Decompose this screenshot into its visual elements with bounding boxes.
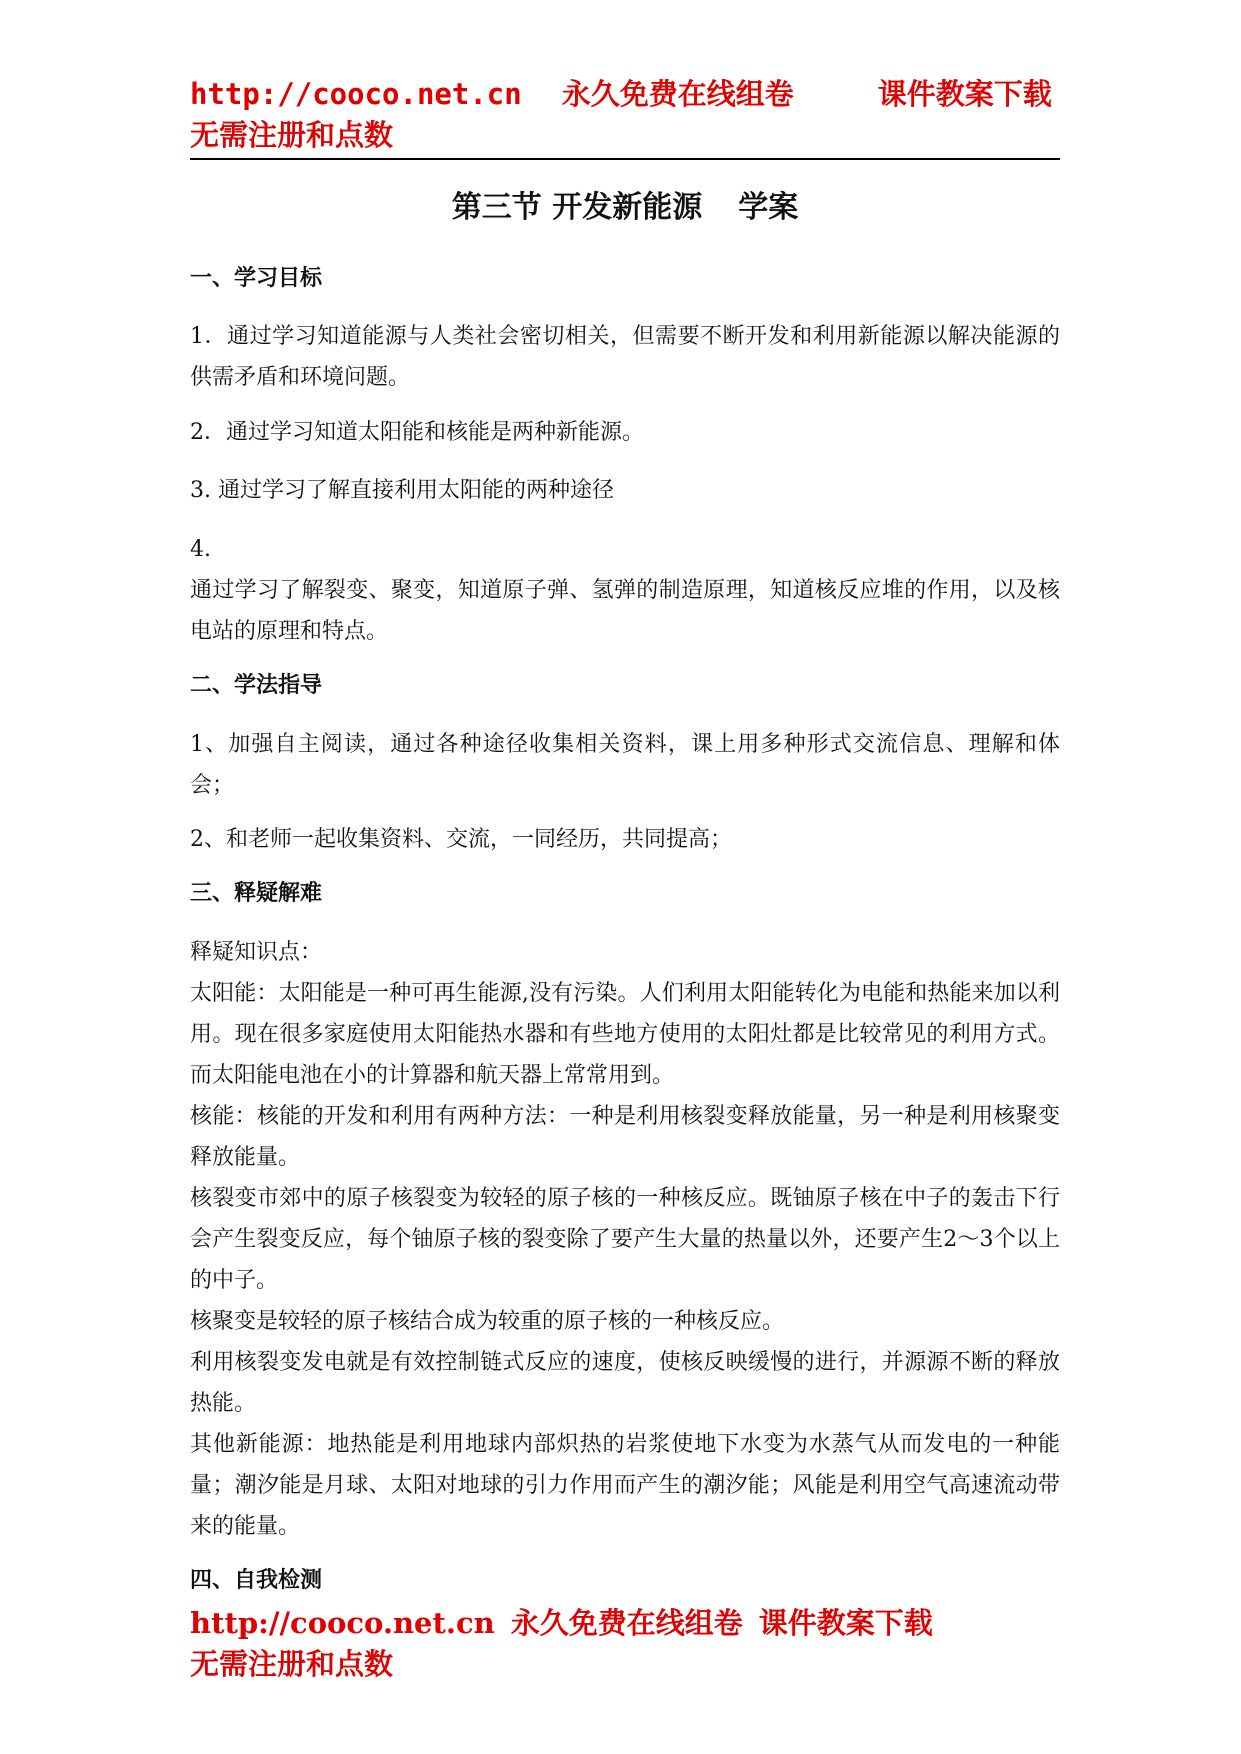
page-title-suffix: 学案 bbox=[738, 190, 799, 225]
footer-line-1 bbox=[190, 1603, 933, 1643]
footer-line-2 bbox=[190, 1644, 393, 1684]
explain-fission-power: 利用核裂变发电就是有效控制链式反应的速度，使核反映缓慢的进行，并源源不断的释放热能。 bbox=[190, 1350, 1060, 1416]
header-divider bbox=[190, 158, 1060, 160]
explain-fission: 核裂变市郊中的原子核裂变为较轻的原子核的一种核反应。既铀原子核在中子的轰击下行会产生裂变反应，每个铀原子核的裂变除了要产生大量的热量以外，还要产生2～3个以上的中子。 bbox=[190, 1186, 1060, 1293]
header-slogan-2: 课件教案下载 bbox=[877, 77, 1052, 111]
header-url-link[interactable]: http://cooco.net.cn bbox=[190, 77, 522, 111]
footer-slogan-1: 永久免费在线组卷 bbox=[510, 1606, 743, 1640]
section-heading-explain: 三、释疑解难 bbox=[190, 881, 323, 906]
footer-slogan-2: 课件教案下载 bbox=[758, 1606, 933, 1640]
header-line-2 bbox=[190, 115, 393, 155]
explain-solar: 太阳能：太阳能是一种可再生能源,没有污染。人们利用太阳能转化为电能和热能来加以利用。现在很多家庭使用太阳能热水器和有些地方使用的太阳灶都是比较常见的利用方式。而太阳能电池在小的计算器和航天器上常常用到。 bbox=[190, 981, 1060, 1088]
header-slogan-3: 无需注册和点数 bbox=[190, 118, 394, 152]
page-title-main: 第三节 开发新能源 bbox=[451, 190, 703, 225]
section-heading-method: 二、学法指导 bbox=[190, 673, 323, 698]
explain-nuclear: 核能：核能的开发和利用有两种方法：一种是利用核裂变释放能量，另一种是利用核聚变释放能量。 bbox=[190, 1104, 1060, 1170]
explain-fusion: 核聚变是较轻的原子核结合成为较重的原子核的一种核反应。 bbox=[190, 1309, 785, 1334]
section-heading-selftest: 四、自我检测 bbox=[190, 1568, 323, 1593]
goal-item-1: 1．通过学习知道能源与人类社会密切相关，但需要不断开发和利用新能源以解决能源的供需矛盾和环境问题。 bbox=[190, 324, 1060, 390]
header-line-1 bbox=[190, 74, 1052, 114]
method-item-1: 1、加强自主阅读，通过各种途径收集相关资料，课上用多种形式交流信息、理解和体会； bbox=[190, 732, 1060, 798]
footer-slogan-3: 无需注册和点数 bbox=[190, 1647, 394, 1681]
goal-item-4-text: 通过学习了解裂变、聚变，知道原子弹、氢弹的制造原理，知道核反应堆的作用，以及核电站的原理和特点。 bbox=[190, 578, 1060, 644]
page-title bbox=[190, 188, 1060, 228]
method-item-2: 2、和老师一起收集资料、交流，一同经历，共同提高； bbox=[190, 827, 732, 852]
explain-intro: 释疑知识点： bbox=[190, 940, 323, 965]
explain-other-energy: 其他新能源：地热能是利用地球内部炽热的岩浆使地下水变为水蒸气从而发电的一种能量；潮汐能是月球、太阳对地球的引力作用而产生的潮汐能；风能是利用空气高速流动带来的能量。 bbox=[190, 1432, 1060, 1539]
goal-item-4-number: 4. bbox=[190, 537, 211, 562]
goal-item-3: 3. 通过学习了解直接利用太阳能的两种途径 bbox=[190, 478, 614, 503]
header-slogan-1: 永久免费在线组卷 bbox=[561, 77, 794, 111]
footer-url-link[interactable]: http://cooco.net.cn bbox=[190, 1606, 495, 1640]
section-heading-goals: 一、学习目标 bbox=[190, 266, 323, 291]
goal-item-2: 2．通过学习知道太阳能和核能是两种新能源。 bbox=[190, 420, 644, 445]
